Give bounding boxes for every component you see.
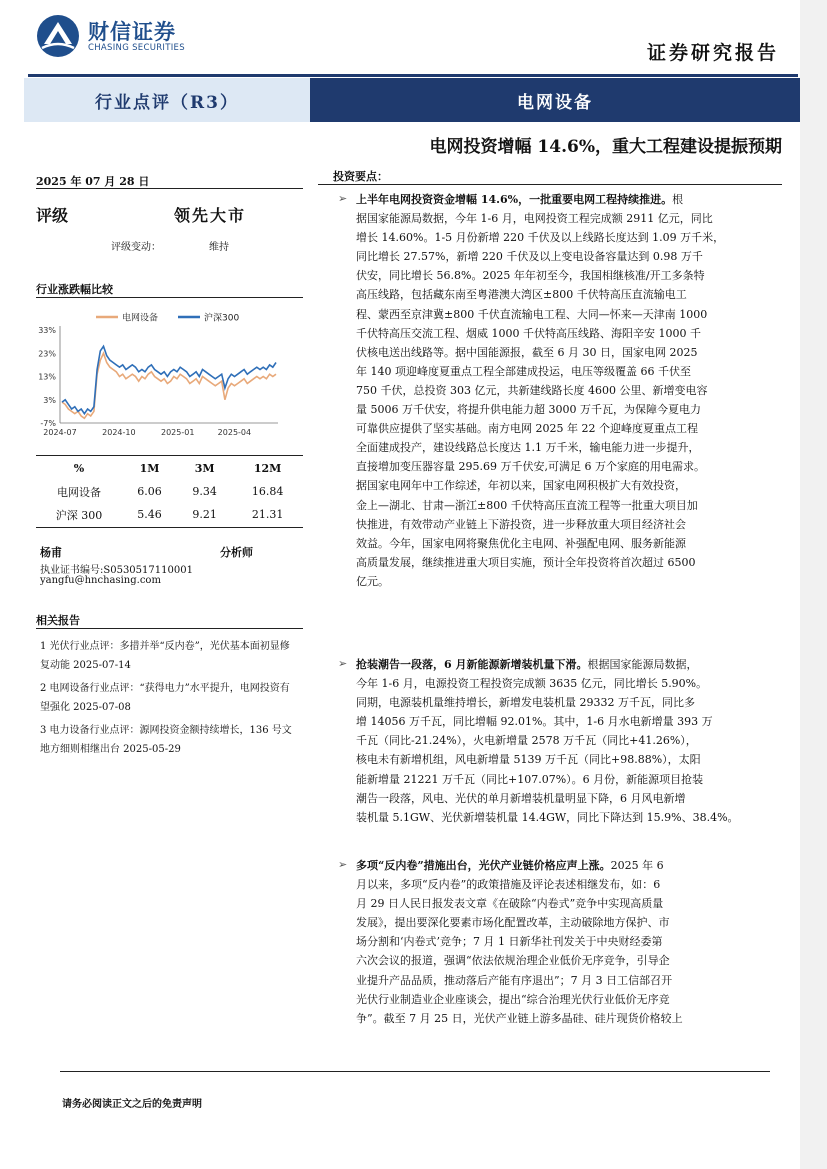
paragraph-line: 月 29 日人民日报发表文章《在破除“内卷式”竞争中实现高质量 <box>356 897 664 911</box>
related-report-item[interactable]: 3 电力设备行业点评：源网投资金额持续增长，136 号文地方细则相继出台 2025-05-29 <box>40 725 292 755</box>
paragraph-line: 增 14056 万千瓦，同比增幅 92.01%。其中，1-6 月水电新增量 393 万 <box>356 715 713 729</box>
paragraph-line: 能新增量 21221 万千瓦（同比+107.07%）。6 月份，新能源项目抢装 <box>356 772 704 786</box>
analyst-name: 杨甫 <box>40 546 62 559</box>
paragraph-line: 多项“反内卷”措施出台，光伏产业链价格应声上涨。2025 年 6 <box>356 859 664 872</box>
paragraph-line: 直接增加变压器容量 295.69 万千伏安,可满足 6 万个家庭的用电需求。 <box>356 460 705 474</box>
bullet-arrow-icon: ➢ <box>338 858 348 871</box>
y-tick-label: 23% <box>38 349 56 359</box>
key-point-paragraph <box>356 856 772 1028</box>
paragraph-line: 亿元。 <box>356 574 389 588</box>
paragraph-line: 核电未有新增机组，风电新增量 5139 万千瓦（同比+98.88%），太阳 <box>356 753 701 767</box>
legend-label: 沪深300 <box>204 313 240 324</box>
series-line <box>62 353 276 418</box>
paragraph-line: 同期，电源装机量维持增长，新增发电装机量 29332 万千瓦，同比多 <box>356 696 695 710</box>
table-cell: 9.21 <box>192 508 217 521</box>
paragraph-line: 场分割和‘内卷式’竞争；7 月 1 日新华社刊发关于中央财经委第 <box>356 935 663 949</box>
x-tick-label: 2024-07 <box>43 428 77 437</box>
paragraph-line: 据国家能源局数据，今年 1-6 月，电网投资工程完成额 2911 亿元，同比 <box>356 212 713 226</box>
related-report-item[interactable]: 2 电网设备行业点评：“获得电力”水平提升，电网投资有望强化 2025-07-08 <box>40 683 290 713</box>
paragraph-line: 快推进，有效带动产业链上下游投资，进一步释放重大项目经济社会 <box>356 517 686 531</box>
table-bottom-rule <box>36 527 303 528</box>
table-top-rule <box>36 455 303 456</box>
paragraph-line: 光伏行业制造业企业座谈会，提出“综合治理光伏行业低价无序竞 <box>356 992 670 1006</box>
key-points-title: 投资要点： <box>333 170 388 183</box>
table-header-cell: 12M <box>253 462 282 475</box>
table-cell: 沪深 300 <box>55 508 103 522</box>
table-cell: 9.34 <box>192 485 217 498</box>
compare-rule <box>36 297 303 298</box>
bullet-arrow-icon: ➢ <box>338 657 348 670</box>
paragraph-line: 效益。今年，国家电网将聚焦优化主电网、补强配电网、服务新能源 <box>356 536 686 550</box>
related-rule <box>36 628 303 629</box>
table-cell: 电网设备 <box>57 485 101 499</box>
paragraph-line: 业提升产品品质，推动落后产能有序退出”；7 月 3 日工信部召开 <box>356 973 673 987</box>
paragraph-line: 高压线路，包括藏东南至粤港澳大湾区±800 千伏特高压直流输电工 <box>356 288 687 302</box>
x-tick-label: 2024-10 <box>102 428 136 437</box>
related-title: 相关报告 <box>36 614 80 627</box>
chasing-logo-icon <box>36 14 80 58</box>
paragraph-line: 全面建成投产，建设线路总长度达 1.1 万千米，输电能力进一步提升， <box>356 441 700 455</box>
x-tick-label: 2025-04 <box>217 428 252 437</box>
series-line <box>62 346 276 413</box>
table-header-row <box>36 457 303 480</box>
footer-rule <box>60 1071 770 1072</box>
table-cell: 21.31 <box>251 508 284 521</box>
paragraph-line: 金上—湖北、甘肃—浙江±800 千伏特高压直流工程等一批重大项目加 <box>356 498 698 512</box>
paragraph-line: 伏核电送出线路等。据中国能源报，截至 6 月 30 日，国家电网 2025 <box>356 345 698 359</box>
paragraph-line: 伏安，同比增长 56.8%。2025 年年初至今，我国相继核准/开工多条特 <box>356 269 705 283</box>
rating-change-value: 维持 <box>209 242 229 253</box>
table-cell: 6.06 <box>137 485 162 498</box>
table-header-cell: 1M <box>139 462 160 475</box>
paragraph-line: 争”。截至 7 月 25 日，光伏产业链上游多晶硅、硅片现货价格较上 <box>356 1011 683 1025</box>
report-date: 2025 年 07 月 28 日 <box>36 175 150 188</box>
compare-title: 行业涨跌幅比较 <box>36 283 113 296</box>
y-tick-label: -7% <box>40 419 56 428</box>
table-row <box>36 503 303 526</box>
analyst-email[interactable]: yangfu@hnchasing.com <box>40 575 161 586</box>
industry-title: 电网设备 <box>517 93 593 113</box>
logo-text-cn: 财信证券 <box>88 20 176 44</box>
table-row <box>36 480 303 503</box>
header-rule <box>28 74 798 77</box>
paragraph-line: 装机量 5.1GW、光伏新增装机量 14.4GW，同比下降达到 15.9%、38.4%。 <box>356 810 739 824</box>
table-header-cell: 3M <box>194 462 215 475</box>
paragraph-line: 增长 14.60%。1-5 月份新增 220 千伏及以上线路长度达到 1.09 万千米， <box>356 231 725 245</box>
x-tick-label: 2025-01 <box>161 428 195 437</box>
analyst-cert: 执业证书编号:S0530517110001 <box>40 565 193 576</box>
analyst-role: 分析师 <box>220 546 253 559</box>
y-tick-label: 3% <box>43 395 56 405</box>
paragraph-line: 今年 1-6 月，电源投资工程投资完成额 3635 亿元，同比增长 5.90%。 <box>356 677 708 691</box>
table-header-cell: % <box>73 462 85 475</box>
paragraph-line: 可靠供应提供了坚实基础。南方电网 2025 年 22 个迎峰度夏重点工程 <box>356 422 698 436</box>
paragraph-line: 量 5006 万千伏安，将提升供电能力超 3000 万千瓦，为保障今夏电力 <box>356 403 701 417</box>
logo-text-en: CHASING SECURITIES <box>88 43 185 53</box>
paragraph-line: 程、蒙西至京津冀±800 千伏直流输电工程、大同—怀来—天津南 1000 <box>356 307 708 321</box>
rating-change-label: 评级变动： <box>111 242 161 253</box>
performance-table <box>36 457 303 526</box>
paragraph-line: 750 千伏，总投资 303 亿元，共新建线路长度 4600 公里、新增变电容 <box>356 383 708 397</box>
table-cell: 16.84 <box>251 485 284 498</box>
rating-value: 领先大市 <box>174 206 247 225</box>
performance-chart <box>36 305 298 438</box>
bullet-arrow-icon: ➢ <box>338 192 348 205</box>
paragraph-line: 月以来，多项“反内卷”的政策措施及评论表述相继发布，如：6 <box>356 878 661 892</box>
paragraph-line: 同比增长 27.57%，新增 220 千伏及以上变电设备容量达到 0.98 万千 <box>356 250 703 264</box>
y-tick-label: 13% <box>38 372 56 382</box>
rating-label: 评级 <box>36 206 69 225</box>
paragraph-line: 发展》，提出要深化要素市场化配置改革，主动破除地方保护、市 <box>356 916 670 930</box>
key-point-paragraph <box>356 655 772 827</box>
paragraph-line: 年 140 项迎峰度夏重点工程全部建成投运，电压等级覆盖 66 千伏至 <box>356 364 691 378</box>
paragraph-line: 千瓦（同比-21.24%），火电新增量 2578 万千瓦（同比+41.26%）， <box>356 734 697 748</box>
page-side-strip <box>800 0 827 1169</box>
related-report-item[interactable]: 1 光伏行业点评：多措并举“反内卷”，光伏基本面初显修复动能 2025-07-14 <box>40 641 290 671</box>
report-headline: 电网投资增幅 14.6%，重大工程建设提振预期 <box>429 137 782 157</box>
report-type: 证券研究报告 <box>646 42 779 64</box>
y-tick-label: 33% <box>38 326 56 335</box>
report-category: 行业点评（R3） <box>95 93 239 113</box>
paragraph-line: 上半年电网投资资金增幅 14.6%，一批重要电网工程持续推进。根 <box>356 193 684 206</box>
paragraph-line: 抢装潮告一段落，6 月新能源新增装机量下滑。根据国家能源局数据， <box>356 658 698 671</box>
paragraph-line: 六次会议的报道，强调“依法依规治理企业低价无序竞争，引导企 <box>356 954 670 968</box>
date-rule <box>36 188 303 189</box>
paragraph-line: 千伏特高压交流工程、烟威 1000 千伏特高压线路、海阳辛安 1000 千 <box>356 326 701 340</box>
footer-disclaimer: 请务必阅读正文之后的免责声明 <box>62 1099 202 1110</box>
key-points-rule <box>318 184 782 185</box>
table-cell: 5.46 <box>137 508 162 521</box>
paragraph-line: 潮告一段落，风电、光伏的单月新增装机量明显下降，6 月风电新增 <box>356 791 686 805</box>
legend-label: 电网设备 <box>122 313 159 324</box>
paragraph-line: 高质量发展，继续推进重大项目实施，预计全年投资将首次超过 6500 <box>356 555 696 569</box>
paragraph-line: 据国家电网年中工作综述，年初以来，国家电网积极扩大有效投资， <box>356 479 686 493</box>
key-point-paragraph <box>356 190 772 591</box>
